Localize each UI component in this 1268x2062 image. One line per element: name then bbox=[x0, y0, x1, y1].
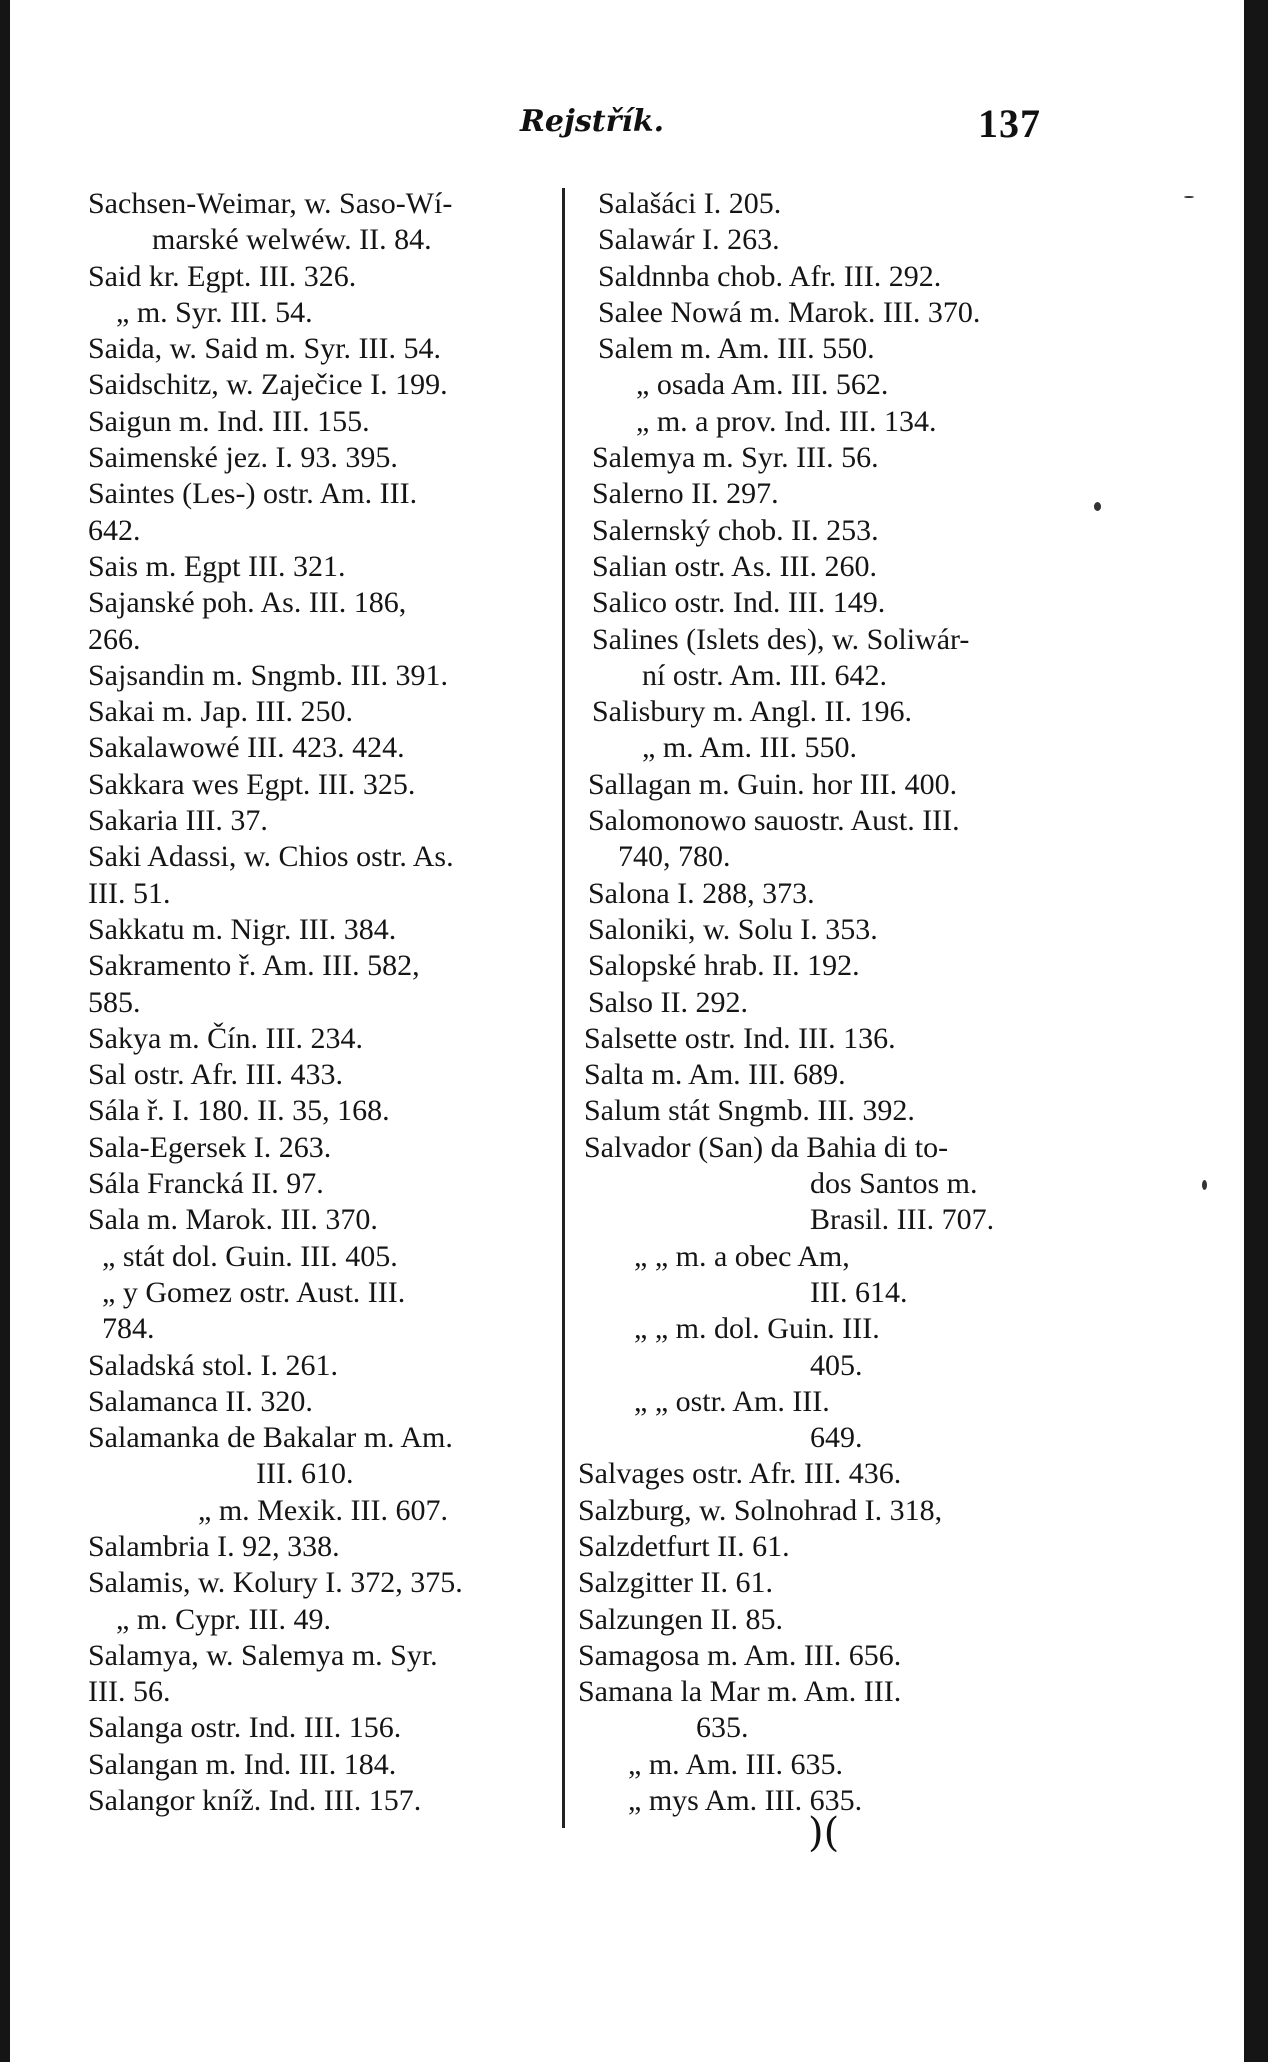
index-entry: Salee Nowá m. Marok. III. 370. bbox=[598, 295, 981, 329]
index-entry: „ m. a prov. Ind. III. 134. bbox=[636, 404, 937, 438]
index-entry: Salernský chob. II. 253. bbox=[592, 513, 879, 547]
index-entry: Salisbury m. Angl. II. 196. bbox=[592, 695, 912, 729]
index-entry: Salvages ostr. Afr. III. 436. bbox=[578, 1457, 902, 1491]
index-entry: Sakramento ř. Am. III. 582, bbox=[88, 949, 420, 983]
closing-ornament: )( bbox=[808, 1810, 840, 1856]
index-entry: „ y Gomez ostr. Aust. III. bbox=[102, 1275, 406, 1309]
index-entry: Saloniki, w. Solu I. 353. bbox=[588, 912, 878, 946]
index-entry: Salomonowo sauostr. Aust. III. bbox=[588, 804, 960, 838]
index-entry: Saladská stol. I. 261. bbox=[88, 1348, 338, 1382]
index-column-right bbox=[578, 186, 1038, 1819]
index-entry: Sajanské poh. As. III. 186, bbox=[88, 586, 407, 620]
index-entry: Salvador (San) da Bahia di to- bbox=[584, 1130, 949, 1164]
index-entry: 642. bbox=[88, 513, 141, 547]
index-entry: Sakalawowé III. 423. 424. bbox=[88, 731, 405, 765]
index-entry: Salašáci I. 205. bbox=[598, 187, 782, 220]
index-entry: 784. bbox=[102, 1312, 155, 1346]
scan-border-right bbox=[1244, 0, 1268, 2062]
index-entry: „ m. Cypr. III. 49. bbox=[116, 1602, 331, 1636]
index-entry: Salawár I. 263. bbox=[598, 223, 780, 257]
index-entry: Salangor kníž. Ind. III. 157. bbox=[88, 1784, 422, 1818]
index-entry: Salambria I. 92, 338. bbox=[88, 1529, 340, 1563]
index-entry: Salemya m. Syr. III. 56. bbox=[592, 441, 879, 475]
index-entry: Salem m. Am. III. 550. bbox=[598, 332, 875, 366]
index-entry: „ „ m. a obec Am, bbox=[634, 1239, 850, 1273]
index-entry: Salzburg, w. Solnohrad I. 318, bbox=[578, 1493, 943, 1527]
index-entry: 266. bbox=[88, 622, 141, 656]
index-entry: 740, 780. bbox=[618, 840, 731, 874]
index-entry: III. 56. bbox=[88, 1675, 171, 1709]
index-entry: Saidschitz, w. Zaječice I. 199. bbox=[88, 368, 448, 402]
index-entry: 585. bbox=[88, 985, 141, 1019]
index-entry: „ m. Am. III. 550. bbox=[642, 731, 857, 765]
index-entry: Sakai m. Jap. III. 250. bbox=[88, 695, 353, 729]
index-entry: Salamis, w. Kolury I. 372, 375. bbox=[88, 1566, 463, 1600]
index-entry: Salzgitter II. 61. bbox=[578, 1566, 773, 1600]
index-entry: „ m. Am. III. 635. bbox=[628, 1747, 843, 1781]
index-entry: Saki Adassi, w. Chios ostr. As. bbox=[88, 840, 454, 874]
index-entry: Saimenské jez. I. 93. 395. bbox=[88, 441, 398, 475]
index-entry: „ m. Mexik. III. 607. bbox=[198, 1493, 448, 1527]
index-entry: Sakkatu m. Nigr. III. 384. bbox=[88, 912, 397, 946]
scan-border-left bbox=[0, 0, 10, 2062]
index-entry: Sala m. Marok. III. 370. bbox=[88, 1203, 378, 1237]
running-header: Rejstřík. bbox=[520, 104, 665, 139]
index-entry: Salines (Islets des), w. Soliwár- bbox=[592, 622, 970, 656]
column-divider bbox=[562, 188, 565, 1828]
index-entry: Said kr. Egpt. III. 326. bbox=[88, 259, 357, 293]
scan-speck bbox=[1184, 196, 1194, 198]
index-entry: Salanga ostr. Ind. III. 156. bbox=[88, 1711, 402, 1745]
index-entry: Sala-Egersek I. 263. bbox=[88, 1130, 332, 1164]
index-entry: „ mys Am. III. 635. bbox=[628, 1784, 863, 1818]
index-entry: Saldnnba chob. Afr. III. 292. bbox=[598, 259, 942, 293]
index-entry: Salsette ostr. Ind. III. 136. bbox=[584, 1021, 896, 1055]
index-entry: 405. bbox=[810, 1348, 863, 1382]
index-entry: „ „ ostr. Am. III. bbox=[634, 1384, 830, 1418]
index-entry: Samana la Mar m. Am. III. bbox=[578, 1675, 902, 1709]
scan-speck bbox=[1094, 502, 1101, 511]
index-entry: III. 51. bbox=[88, 876, 171, 910]
index-entry: Saigun m. Ind. III. 155. bbox=[88, 404, 370, 438]
index-entry: Saida, w. Said m. Syr. III. 54. bbox=[88, 332, 442, 366]
index-entry: Salamanka de Bakalar m. Am. bbox=[88, 1421, 453, 1455]
index-entry: Sais m. Egpt III. 321. bbox=[88, 549, 346, 583]
index-entry: Salona I. 288, 373. bbox=[588, 876, 815, 910]
index-entry: Salico ostr. Ind. III. 149. bbox=[592, 586, 886, 620]
index-entry: Brasil. III. 707. bbox=[810, 1203, 995, 1237]
scan-speck bbox=[1202, 1180, 1207, 1190]
index-entry: „ osada Am. III. 562. bbox=[636, 368, 889, 402]
index-entry: Saintes (Les-) ostr. Am. III. bbox=[88, 477, 418, 511]
index-entry: Salian ostr. As. III. 260. bbox=[592, 549, 877, 583]
index-entry: Sakya m. Čín. III. 234. bbox=[88, 1021, 363, 1055]
index-entry: „ m. Syr. III. 54. bbox=[116, 295, 313, 329]
index-entry: Salamanca II. 320. bbox=[88, 1384, 313, 1418]
index-entry: III. 610. bbox=[256, 1457, 354, 1491]
index-entry: 635. bbox=[696, 1711, 749, 1745]
index-entry: Salangan m. Ind. III. 184. bbox=[88, 1747, 397, 1781]
index-entry: „ stát dol. Guin. III. 405. bbox=[102, 1239, 398, 1273]
index-entry: Salum stát Sngmb. III. 392. bbox=[584, 1094, 915, 1128]
index-entry: 649. bbox=[810, 1421, 863, 1455]
index-entry: Salamya, w. Salemya m. Syr. bbox=[88, 1638, 438, 1672]
index-column-left bbox=[88, 186, 558, 1819]
index-entry: Salzdetfurt II. 61. bbox=[578, 1529, 790, 1563]
index-entry: Salso II. 292. bbox=[588, 985, 748, 1019]
index-entry: Sála Francká II. 97. bbox=[88, 1167, 324, 1201]
index-entry: III. 614. bbox=[810, 1275, 908, 1309]
index-entry: Sallagan m. Guin. hor III. 400. bbox=[588, 767, 958, 801]
index-entry: „ „ m. dol. Guin. III. bbox=[634, 1312, 880, 1346]
index-entry: Salzungen II. 85. bbox=[578, 1602, 783, 1636]
index-entry: Sakkara wes Egpt. III. 325. bbox=[88, 767, 416, 801]
index-entry: Salerno II. 297. bbox=[592, 477, 779, 511]
index-entry: Sachsen-Weimar, w. Saso-Wí- bbox=[88, 187, 453, 220]
page-number: 137 bbox=[978, 101, 1041, 146]
index-entry: Sal ostr. Afr. III. 433. bbox=[88, 1058, 343, 1092]
index-entry: marské welwéw. II. 84. bbox=[152, 223, 432, 257]
index-entry: Samagosa m. Am. III. 656. bbox=[578, 1638, 902, 1672]
index-entry: dos Santos m. bbox=[810, 1167, 978, 1201]
index-entry: Salta m. Am. III. 689. bbox=[584, 1058, 846, 1092]
index-entry: Sajsandin m. Sngmb. III. 391. bbox=[88, 658, 448, 692]
index-entry: ní ostr. Am. III. 642. bbox=[642, 658, 887, 692]
index-entry: Sakaria III. 37. bbox=[88, 804, 268, 838]
index-entry: Sála ř. I. 180. II. 35, 168. bbox=[88, 1094, 390, 1128]
index-entry: Salopské hrab. II. 192. bbox=[588, 949, 860, 983]
